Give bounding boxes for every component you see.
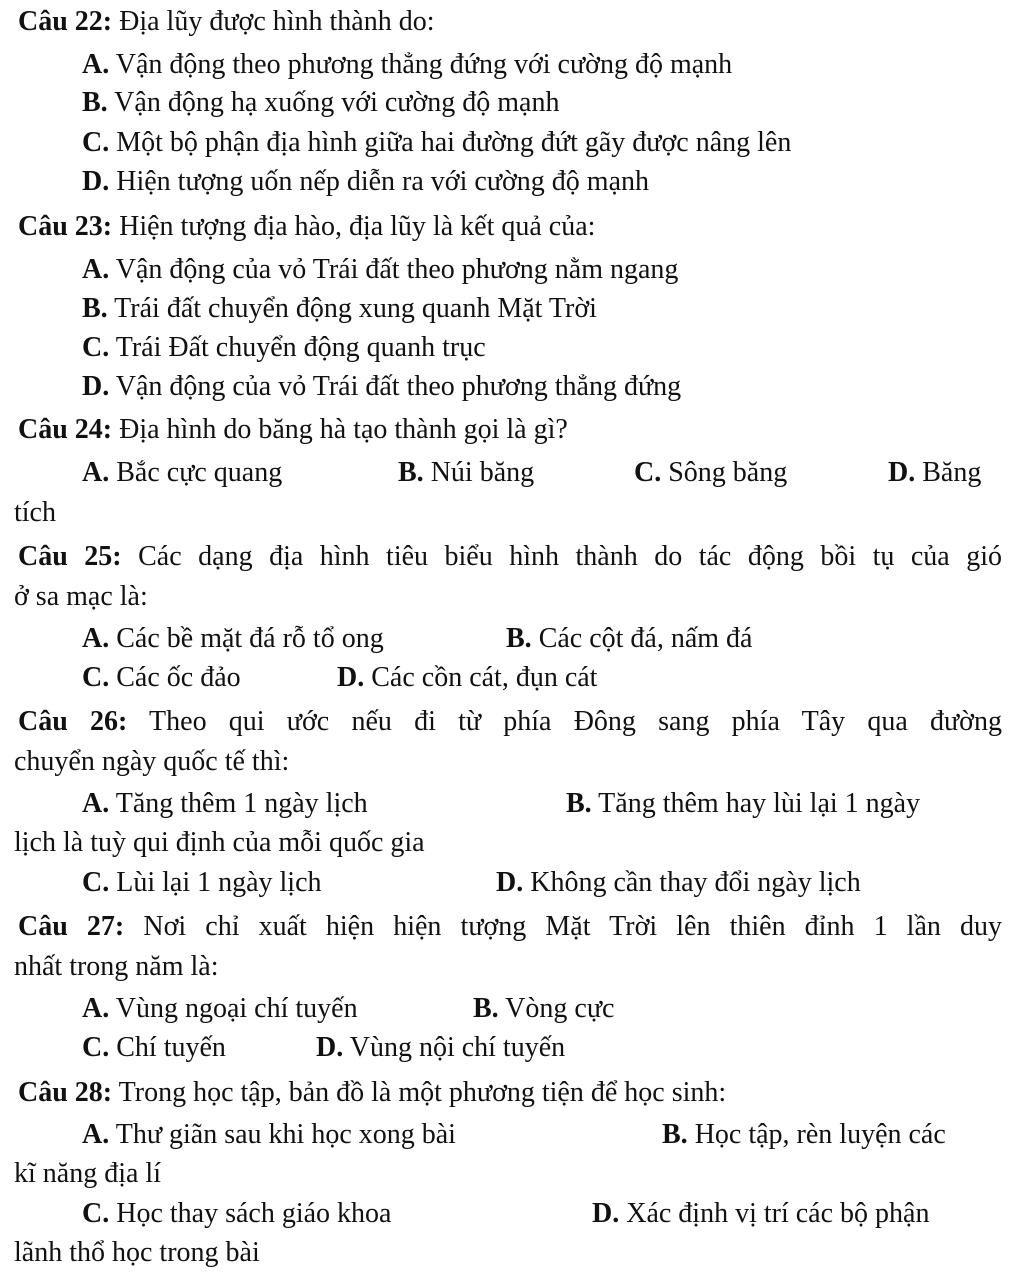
option-24-c [634,456,787,490]
option-22-a [82,48,732,82]
option-25-a [82,622,384,656]
option-letter: A. [82,623,110,654]
option-24-a [82,456,282,490]
option-27-a [82,992,358,1026]
question-28 [18,1076,726,1110]
option-text: Vòng cực [498,993,615,1024]
option-23-c [82,331,486,365]
question-number: Câu 23: [18,211,113,242]
option-22-b [82,86,559,120]
option-text: Các ốc đảo [109,662,241,693]
option-text: Núi băng [423,457,535,488]
option-28-d-continuation: lãnh thổ học trong bài [14,1237,260,1268]
option-text: Thư giãn sau khi học xong bài [109,1119,456,1150]
option-text: Vận động của vỏ Trái đất theo phương nằm ngang [109,254,679,285]
question-number: Câu 26: [18,706,128,737]
option-28-d [592,1197,929,1231]
question-27 [18,910,1002,944]
option-26-b-continuation: lịch là tuỳ qui định của mỗi quốc gia [14,827,425,858]
question-26-continuation: chuyển ngày quốc tế thì: [14,746,290,777]
option-text: Các cồn cát, đụn cát [364,662,598,693]
question-23 [18,210,595,244]
option-text: Trái Đất chuyển động quanh trục [109,332,486,363]
option-26-a [82,787,368,821]
option-text: Lùi lại 1 ngày lịch [109,867,322,898]
option-26-b [566,787,920,821]
option-letter: D. [592,1198,620,1229]
question-number: Câu 28: [18,1077,113,1108]
option-text: Băng [915,457,982,488]
option-text: Xác định vị trí các bộ phận [619,1198,930,1229]
option-letter: C. [82,662,110,693]
option-letter: C. [82,1032,110,1063]
question-27-continuation: nhất trong năm là: [14,951,219,982]
option-letter: D. [316,1032,344,1063]
option-letter: B. [566,788,592,819]
option-letter: B. [506,623,532,654]
option-27-b [473,992,614,1026]
question-text: Nơi chỉ xuất hiện hiện tượng Mặt Trời lên thiên đỉnh 1 lần duy [124,911,1002,942]
option-letter: B. [662,1119,688,1150]
option-22-d [82,165,649,199]
option-letter: C. [82,332,110,363]
option-28-b-continuation: kĩ năng địa lí [14,1158,161,1189]
question-22 [18,5,435,39]
option-text: Vận động theo phương thẳng đứng với cường độ mạnh [109,49,733,80]
option-text: Vận động hạ xuống với cường độ mạnh [107,87,560,118]
option-25-b [506,622,753,656]
option-letter: A. [82,993,110,1024]
option-23-a [82,253,678,287]
option-28-b [662,1118,946,1152]
option-26-d [496,866,861,900]
option-letter: C. [82,867,110,898]
option-text: Vùng ngoại chí tuyến [109,993,358,1024]
question-text: Hiện tượng địa hào, địa lũy là kết quả của: [112,211,596,242]
option-letter: D. [496,867,524,898]
question-text: Địa lũy được hình thành do: [112,6,435,37]
option-letter: A. [82,457,110,488]
option-28-a [82,1118,456,1152]
option-text: Tăng thêm hay lùi lại 1 ngày [591,788,921,819]
option-letter: A. [82,788,110,819]
option-letter: D. [82,166,110,197]
question-text: Trong học tập, bản đồ là một phương tiện để học sinh: [112,1077,727,1108]
option-letter: C. [82,127,110,158]
option-25-d [337,661,597,695]
option-27-c [82,1031,226,1065]
option-26-c [82,866,322,900]
option-letter: B. [82,293,108,324]
question-text: Theo qui ước nếu đi từ phía Đông sang phía Tây qua đường [127,706,1002,737]
question-number: Câu 27: [18,911,125,942]
option-25-c [82,661,241,695]
option-text: Hiện tượng uốn nếp diễn ra với cường độ mạnh [109,166,650,197]
option-letter: A. [82,49,110,80]
option-text: Chí tuyến [109,1032,226,1063]
option-24-d [888,456,981,490]
option-letter: C. [82,1198,110,1229]
option-letter: B. [473,993,499,1024]
option-letter: D. [888,457,916,488]
option-text: Sông băng [661,457,788,488]
option-28-c [82,1197,391,1231]
option-text: Không cần thay đổi ngày lịch [523,867,861,898]
option-letter: A. [82,1119,110,1150]
option-letter: D. [82,371,110,402]
question-number: Câu 24: [18,414,113,445]
question-number: Câu 22: [18,6,113,37]
option-text: Trái đất chuyển động xung quanh Mặt Trời [107,293,597,324]
option-letter: C. [634,457,662,488]
option-22-c [82,126,791,160]
question-number: Câu 25: [18,541,122,572]
option-letter: D. [337,662,365,693]
option-text: Các bề mặt đá rỗ tổ ong [109,623,384,654]
option-letter: B. [82,87,108,118]
option-text: Tăng thêm 1 ngày lịch [109,788,368,819]
option-23-b [82,292,597,326]
question-text: Địa hình do băng hà tạo thành gọi là gì? [112,414,568,445]
question-text: Các dạng địa hình tiêu biểu hình thành do tác động bồi tụ của gió [121,541,1003,572]
option-text: Các cột đá, nấm đá [531,623,753,654]
option-text: Một bộ phận địa hình giữa hai đường đứt gãy được nâng lên [109,127,792,158]
option-text: Bắc cực quang [109,457,283,488]
question-26 [18,705,1002,739]
option-text: Vùng nội chí tuyến [343,1032,566,1063]
option-27-d [316,1031,565,1065]
option-text: Vận động của vỏ Trái đất theo phương thẳng đứng [109,371,682,402]
question-25-continuation: ở sa mạc là: [14,581,148,612]
option-letter: A. [82,254,110,285]
question-25 [18,540,1002,574]
option-letter: B. [398,457,424,488]
question-24 [18,413,568,447]
option-24-b [398,456,534,490]
option-23-d [82,370,681,404]
option-text: Học tập, rèn luyện các [687,1119,946,1150]
option-24-d-continuation: tích [14,497,56,528]
option-text: Học thay sách giáo khoa [109,1198,392,1229]
